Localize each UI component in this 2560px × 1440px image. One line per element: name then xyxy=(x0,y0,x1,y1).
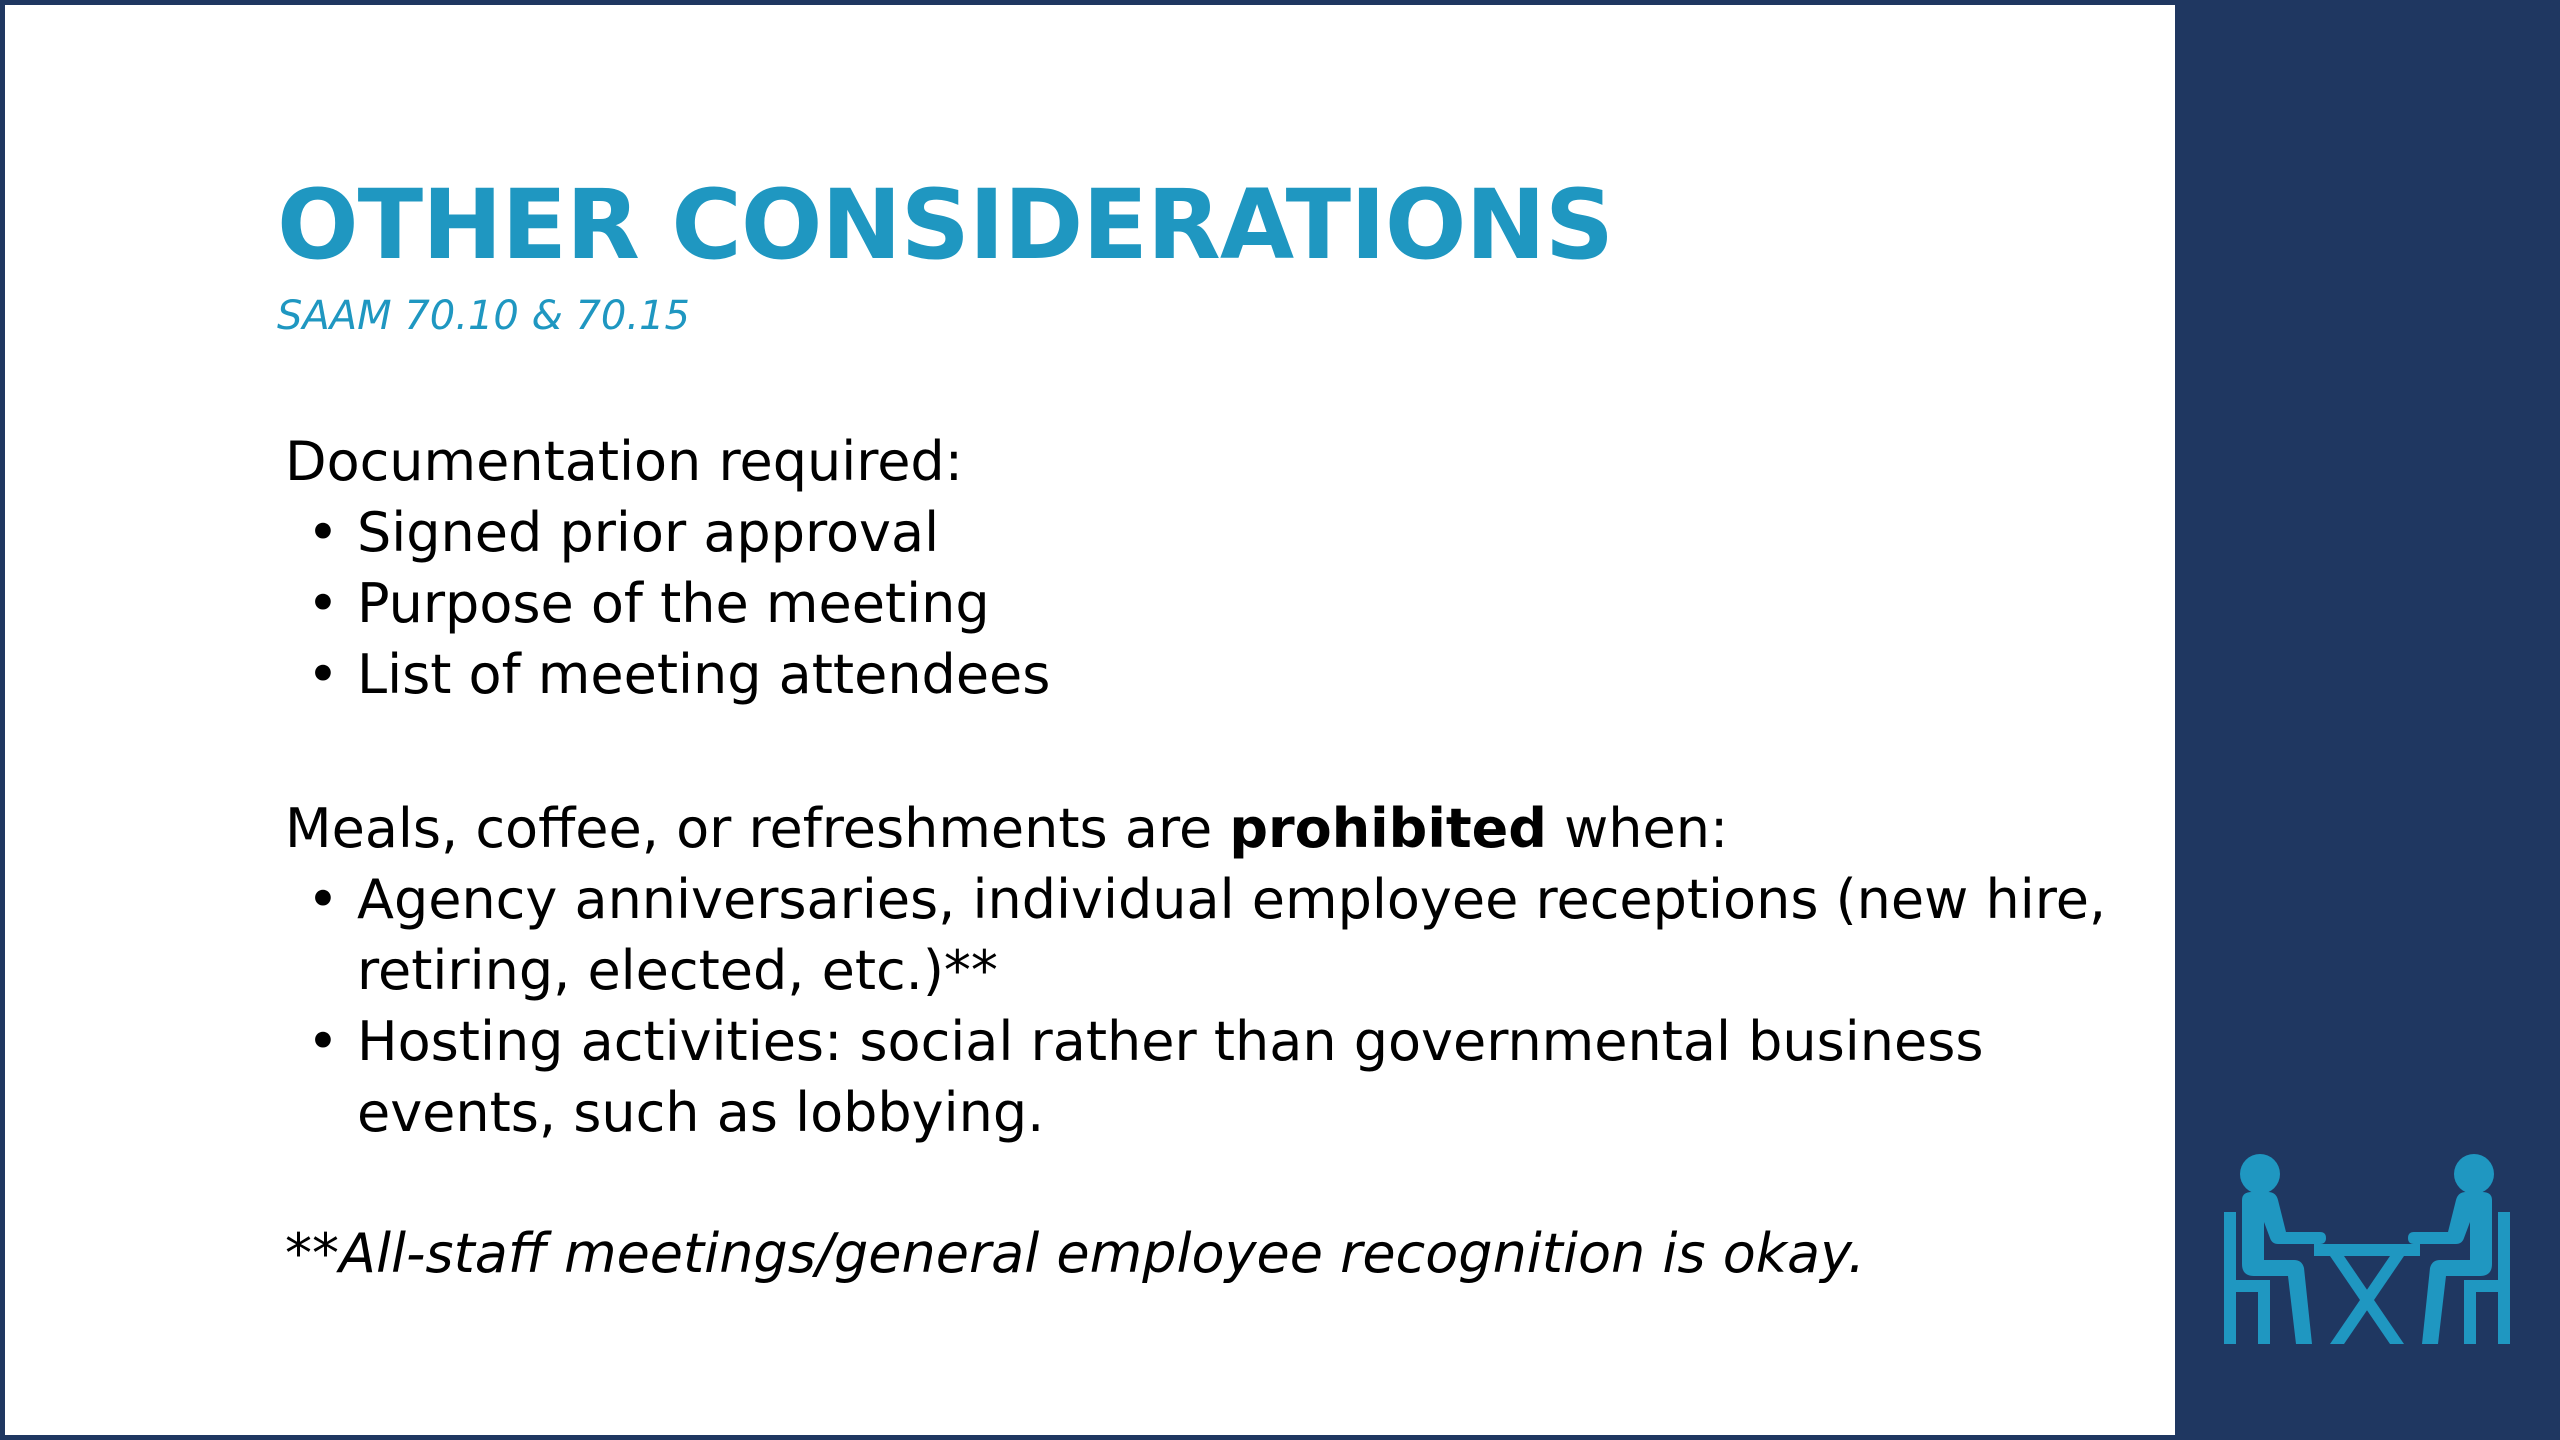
prohibited-emphasis: prohibited xyxy=(1229,797,1547,860)
bullet-icon: • xyxy=(307,868,339,931)
spacer xyxy=(285,1148,2145,1218)
bullet-icon: • xyxy=(307,501,339,564)
list-item xyxy=(285,864,2145,1006)
prohibited-heading xyxy=(285,793,2145,864)
documentation-heading: Documentation required: xyxy=(285,430,963,493)
list-item-text: Hosting activities: social rather than governmental business events, such as lobbying. xyxy=(357,1010,1984,1144)
list-item xyxy=(285,1006,2145,1148)
footnote: **All-staff meetings/general employee recognition is okay. xyxy=(285,1222,1866,1285)
meeting-icon-graphic xyxy=(2218,1152,2516,1344)
slide-body xyxy=(285,426,2145,1289)
slide-subtitle: SAAM 70.10 & 70.15 xyxy=(277,293,690,339)
list-item-text: Purpose of the meeting xyxy=(357,572,990,635)
meeting-at-table-icon xyxy=(2218,1152,2516,1344)
list-item xyxy=(285,497,2145,568)
prohibited-heading-end: when: xyxy=(1546,797,1729,860)
list-item xyxy=(285,639,2145,710)
list-item-text: Agency anniversaries, individual employee receptions (new hire, retiring, elected, etc.)** xyxy=(357,868,2107,1002)
prohibited-heading-start: Meals, coffee, or refreshments are xyxy=(285,797,1230,860)
icon-shapes xyxy=(2224,1154,2510,1344)
documentation-list xyxy=(285,497,2145,710)
spacer xyxy=(285,710,2145,793)
prohibited-list xyxy=(285,864,2145,1148)
bullet-icon: • xyxy=(307,1010,339,1073)
list-item-text: Signed prior approval xyxy=(357,501,940,564)
bullet-icon: • xyxy=(307,643,339,706)
list-item xyxy=(285,568,2145,639)
list-item-text: List of meeting attendees xyxy=(357,643,1051,706)
slide-title: OTHER CONSIDERATIONS xyxy=(277,169,1613,281)
bullet-icon: • xyxy=(307,572,339,635)
